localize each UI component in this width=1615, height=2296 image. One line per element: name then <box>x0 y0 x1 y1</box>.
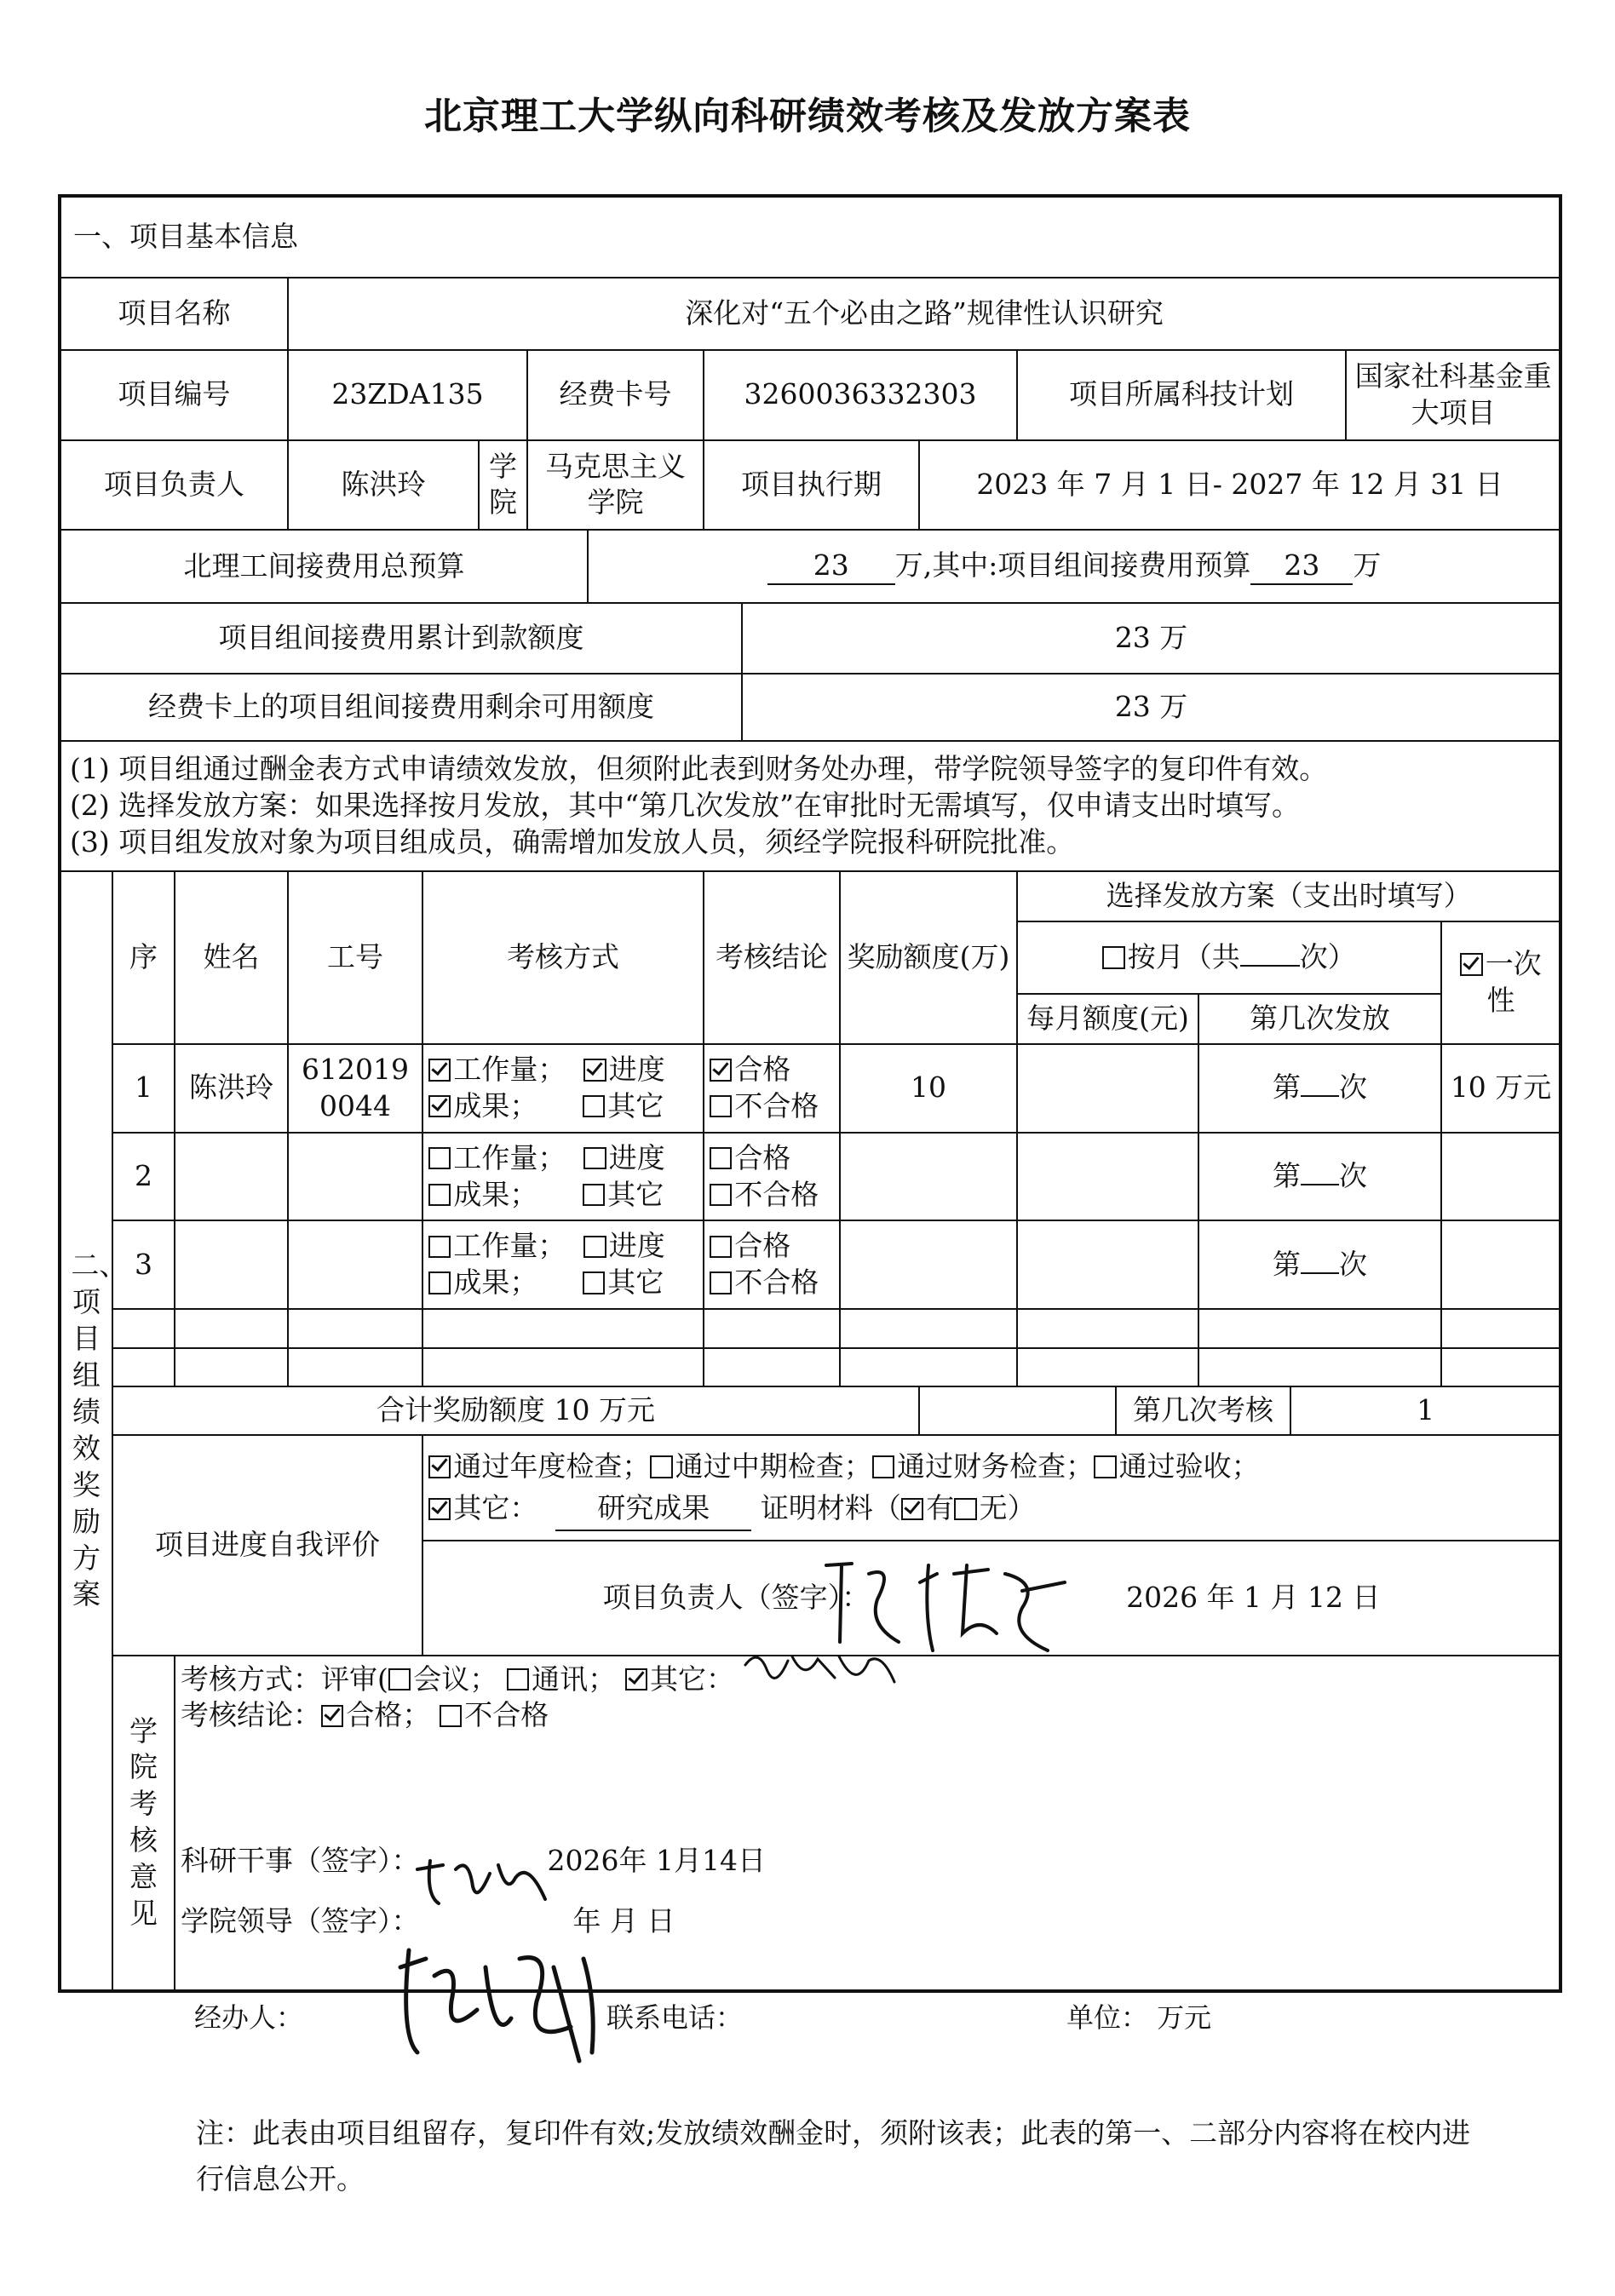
leader-label: 项目负责人 <box>60 440 288 531</box>
row3-nth: 第 次 <box>1198 1220 1441 1309</box>
self-eval-sign-cell <box>422 1541 1560 1655</box>
row3-name <box>175 1220 288 1309</box>
row1-pass-checkbox[interactable] <box>710 1059 732 1081</box>
row1-id: 6120190044 <box>288 1044 422 1133</box>
row2-once <box>1441 1133 1560 1221</box>
row1-amount: 10 <box>840 1044 1017 1133</box>
indirect-budget <box>588 530 1560 602</box>
nth-review-value: 1 <box>1290 1386 1560 1435</box>
row3-id <box>288 1220 422 1309</box>
page-title: 北京理工大学纵向科研绩效考核及发放方案表 <box>424 95 1191 138</box>
header-monthly: 按月（共 次） <box>1017 921 1441 994</box>
row2-progress-checkbox[interactable] <box>583 1147 606 1169</box>
table-row <box>60 1133 1560 1221</box>
proof-no-checkbox[interactable] <box>954 1498 976 1520</box>
remaining-value: 23 万 <box>742 674 1560 741</box>
leader-sign-label: 项目负责人（签字）： <box>602 1581 871 1615</box>
row2-seq: 2 <box>112 1133 175 1221</box>
row1-method: 工作量； 进度 成果； 其它 <box>422 1044 704 1133</box>
row2-id <box>288 1133 422 1221</box>
college-leader-label: 学院领导（签字）： <box>181 1904 420 1938</box>
received-value: 23 万 <box>742 603 1560 674</box>
section1-heading: 一、项目基本信息 <box>60 196 1560 278</box>
row3-other-checkbox[interactable] <box>583 1271 605 1294</box>
row1-once: 10 万元 <box>1441 1044 1560 1133</box>
header-monthly-amount: 每月额度(元) <box>1017 994 1198 1044</box>
nth-review-label: 第几次考核 <box>1116 1386 1290 1435</box>
row1-nth: 第 次 <box>1198 1044 1441 1133</box>
row3-workload-checkbox[interactable] <box>428 1236 451 1258</box>
note-2: (2) 选择发放方案：如果选择按月发放，其中“第几次发放”在审批时无需填写，仅申请支出时填写。 <box>70 789 1300 823</box>
performance-form <box>58 194 1562 1993</box>
row3-method: 工作量； 进度 成果； 其它 <box>422 1220 704 1309</box>
secretary-date: 2026年 1月14日 <box>547 1844 766 1878</box>
unit-wan: 万 <box>1353 548 1382 582</box>
note-1: (1) 项目组通过酬金表方式申请绩效发放，但须附此表到财务处办理，带学院领导签字的复印件有效。 <box>70 752 1328 786</box>
table-row <box>60 1348 1560 1387</box>
other-method-checkbox[interactable] <box>625 1668 647 1690</box>
row1-other-checkbox[interactable] <box>583 1095 605 1117</box>
header-amount: 奖励额度(万) <box>840 871 1017 1044</box>
row2-amount <box>840 1133 1017 1221</box>
row2-result: 合格 不合格 <box>704 1133 840 1221</box>
monthly-checkbox[interactable] <box>1102 946 1124 968</box>
row2-monthly <box>1017 1133 1198 1221</box>
leader-value: 陈洪玲 <box>288 440 479 531</box>
row1-name: 陈洪玲 <box>175 1044 288 1133</box>
received-label: 项目组间接费用累计到款额度 <box>60 603 742 674</box>
header-seq: 序 <box>112 871 175 1044</box>
row2-output-checkbox[interactable] <box>428 1184 451 1206</box>
note-3: (3) 项目组发放对象为项目组成员，确需增加发放人员，须经学院报科研院批准。 <box>70 824 1075 858</box>
row1-monthly <box>1017 1044 1198 1133</box>
meeting-checkbox[interactable] <box>388 1668 411 1690</box>
plan-value: 国家社科基金重大项目 <box>1346 350 1560 440</box>
period-value: 2023 年 7 月 1 日- 2027 年 12 月 31 日 <box>919 440 1560 531</box>
total-gap <box>919 1386 1116 1435</box>
project-no-value: 23ZDA135 <box>288 350 527 440</box>
indirect-total-value: 23 <box>767 548 895 586</box>
remaining-label: 经费卡上的项目组间接费用剩余可用额度 <box>60 674 742 741</box>
header-id: 工号 <box>288 871 422 1044</box>
row2-workload-checkbox[interactable] <box>428 1147 451 1169</box>
college-pass-checkbox[interactable] <box>321 1705 343 1727</box>
project-no-label: 项目编号 <box>60 350 288 440</box>
row2-pass-checkbox[interactable] <box>710 1147 732 1169</box>
self-eval-checks: 通过年度检查； 通过中期检查； 通过财务检查； 通过验收； 其它： 研究成果 证明材料（ 有 无） <box>422 1435 1560 1541</box>
row3-fail-checkbox[interactable] <box>710 1271 732 1294</box>
college-value: 马克思主义学院 <box>527 440 704 531</box>
phone-label: 联系电话： <box>606 2001 744 2034</box>
college-opinion: 考核方式：评审( 会议； 通讯； 其它： 考核结论： 合格； 不合格 科研干事（签字）： 2026年 1月14日 学院领导（签字）： 年 月 日 <box>175 1656 1560 1991</box>
row3-pass-checkbox[interactable] <box>710 1236 732 1258</box>
mid-check-checkbox[interactable] <box>650 1455 672 1478</box>
row1-fail-checkbox[interactable] <box>710 1095 732 1117</box>
row2-method: 工作量； 进度 成果； 其它 <box>422 1133 704 1221</box>
college-fail-checkbox[interactable] <box>440 1705 462 1727</box>
row3-amount <box>840 1220 1017 1309</box>
table-row <box>60 1309 1560 1348</box>
section3-side-label: 学院考核意见 <box>112 1656 175 1991</box>
row3-seq: 3 <box>112 1220 175 1309</box>
footnote: 注：此表由项目组留存，复印件有效;发放绩效酬金时，须附该表；此表的第一、二部分内容将在校内进行信息公开。 <box>196 2116 1471 2196</box>
other-checkbox[interactable] <box>428 1498 451 1520</box>
header-once: 一次性 <box>1441 921 1560 1044</box>
self-eval-label: 项目进度自我评价 <box>112 1435 422 1655</box>
row1-progress-checkbox[interactable] <box>583 1059 606 1081</box>
header-name: 姓名 <box>175 871 288 1044</box>
row1-workload-checkbox[interactable] <box>428 1059 451 1081</box>
row3-monthly <box>1017 1220 1198 1309</box>
indirect-mid-text: 万,其中:项目组间接费用预算 <box>894 548 1251 582</box>
handler-label: 经办人： <box>194 2001 304 2034</box>
row1-seq: 1 <box>112 1044 175 1133</box>
row1-output-checkbox[interactable] <box>428 1095 451 1117</box>
plan-label: 项目所属科技计划 <box>1017 350 1346 440</box>
section2-side-label: 二、项目组绩效奖励方案 <box>60 871 112 1991</box>
notes-block <box>60 741 1560 870</box>
leader-sign-date: 2026 年 1 月 12 日 <box>1126 1581 1381 1615</box>
period-label: 项目执行期 <box>704 440 919 531</box>
proof-yes-checkbox[interactable] <box>901 1498 923 1520</box>
indirect-group-value: 23 <box>1250 548 1353 586</box>
table-row <box>60 1220 1560 1309</box>
fund-card-value: 3260036332303 <box>704 350 1017 440</box>
header-plan: 选择发放方案（支出时填写） <box>1017 871 1560 921</box>
header-nth-pay: 第几次发放 <box>1198 994 1441 1044</box>
fund-card-label: 经费卡号 <box>527 350 704 440</box>
annual-check-checkbox[interactable] <box>428 1455 451 1478</box>
row2-nth: 第 次 <box>1198 1133 1441 1221</box>
unit-label: 单位： 万元 <box>1066 2001 1212 2034</box>
table-row <box>60 1044 1560 1133</box>
header-method: 考核方式 <box>422 871 704 1044</box>
row3-progress-checkbox[interactable] <box>583 1236 606 1258</box>
row3-result: 合格 不合格 <box>704 1220 840 1309</box>
header-result: 考核结论 <box>704 871 840 1044</box>
row2-fail-checkbox[interactable] <box>710 1184 732 1206</box>
row1-result: 合格 不合格 <box>704 1044 840 1133</box>
once-checkbox[interactable] <box>1460 953 1482 975</box>
comm-checkbox[interactable] <box>507 1668 529 1690</box>
row2-name <box>175 1133 288 1221</box>
project-name-value: 深化对“五个必由之路”规律性认识研究 <box>288 278 1560 350</box>
row2-other-checkbox[interactable] <box>583 1184 605 1206</box>
college-label: 学院 <box>479 440 527 531</box>
row3-output-checkbox[interactable] <box>428 1271 451 1294</box>
total-label: 合计奖励额度 10 万元 <box>112 1386 919 1435</box>
row3-once <box>1441 1220 1560 1309</box>
other-value: 研究成果 <box>555 1487 751 1531</box>
finance-check-checkbox[interactable] <box>872 1455 894 1478</box>
project-name-label: 项目名称 <box>60 278 288 350</box>
college-leader-date: 年 月 日 <box>572 1904 675 1938</box>
accept-checkbox[interactable] <box>1094 1455 1116 1478</box>
indirect-total-label: 北理工间接费用总预算 <box>60 530 588 602</box>
secretary-label: 科研干事（签字）： <box>181 1844 420 1878</box>
